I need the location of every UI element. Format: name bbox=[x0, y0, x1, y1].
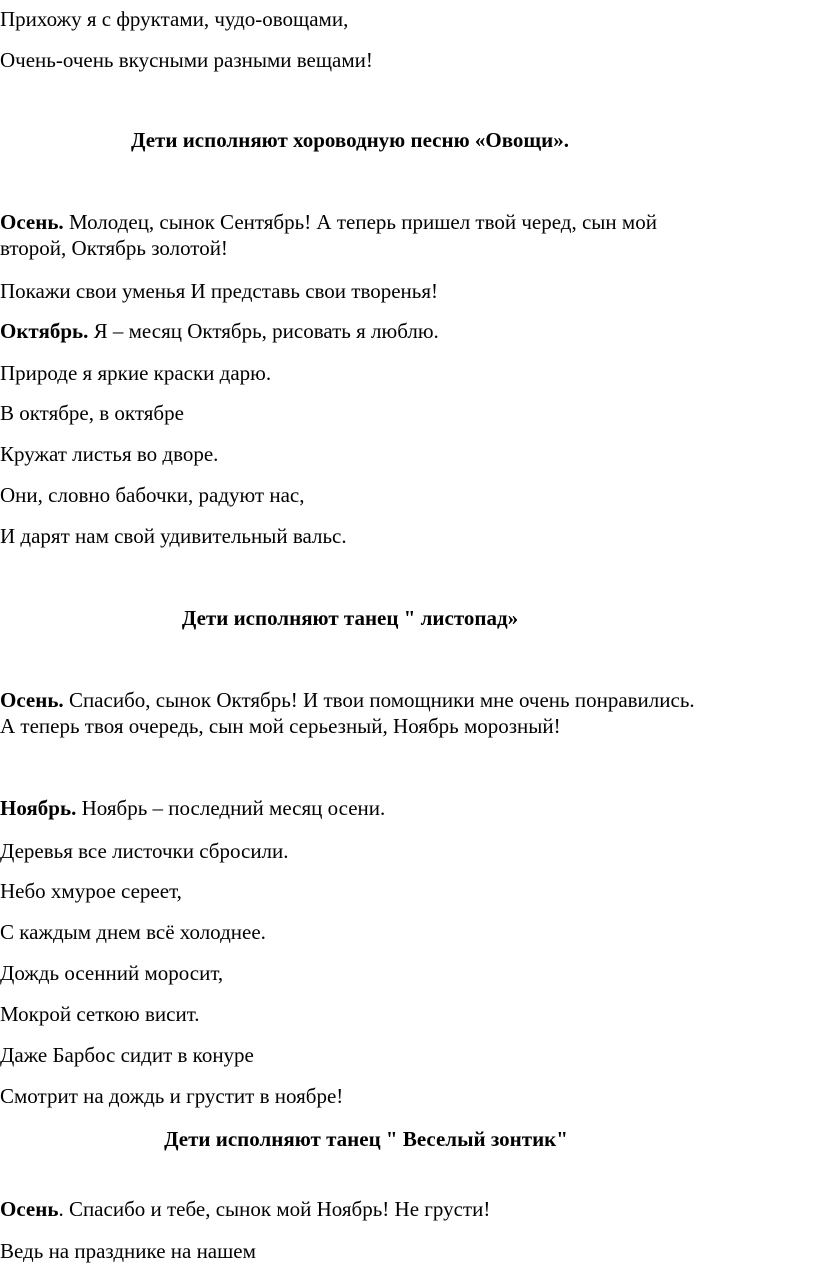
verse-line: Очень-очень вкусными разными вещами! bbox=[0, 48, 373, 72]
dialogue-line bbox=[0, 795, 385, 821]
dialogue-continuation: второй, Октябрь золотой! bbox=[0, 236, 228, 260]
dialogue-line bbox=[0, 687, 695, 713]
speaker-name: Октябрь. bbox=[0, 319, 89, 343]
dialogue-text: Я – месяц Октябрь, рисовать я люблю. bbox=[88, 319, 439, 343]
verse-line: Дождь осенний моросит, bbox=[0, 961, 224, 985]
speaker-name: Осень bbox=[0, 1197, 59, 1221]
speaker-name: Осень. bbox=[0, 210, 64, 234]
verse-line: Мокрой сеткою висит. bbox=[0, 1002, 200, 1026]
verse-line: Покажи свои уменья И представь свои творенья! bbox=[0, 279, 439, 303]
stage-direction-heading: Дети исполняют хороводную песню «Овощи». bbox=[131, 128, 569, 152]
stage-direction-heading: Дети исполняют танец " листопад» bbox=[181, 606, 519, 630]
dialogue-line bbox=[0, 209, 657, 235]
verse-line: Деревья все листочки сбросили. bbox=[0, 839, 289, 863]
verse-line: В октябре, в октябре bbox=[0, 401, 184, 425]
dialogue-continuation: А теперь твоя очередь, сын мой серьезный, Ноябрь морозный! bbox=[0, 714, 561, 738]
speaker-name: Осень. bbox=[0, 688, 64, 712]
speaker-name: Ноябрь. bbox=[0, 796, 77, 820]
stage-direction-heading: Дети исполняют танец " Веселый зонтик" bbox=[164, 1127, 568, 1151]
dialogue-text: Спасибо, сынок Октябрь! И твои помощники мне очень понравились. bbox=[63, 688, 695, 712]
verse-line: С каждым днем всё холоднее. bbox=[0, 920, 266, 944]
verse-line: Небо хмурое сереет, bbox=[0, 879, 182, 903]
verse-line: И дарят нам свой удивительный вальс. bbox=[0, 524, 347, 548]
dialogue-text: Ноябрь – последний месяц осени. bbox=[76, 796, 386, 820]
dialogue-line bbox=[0, 1196, 490, 1222]
verse-line: Они, словно бабочки, радуют нас, bbox=[0, 483, 305, 507]
verse-line: Смотрит на дождь и грустит в ноябре! bbox=[0, 1084, 344, 1108]
dialogue-line bbox=[0, 318, 439, 344]
dialogue-text: Молодец, сынок Сентябрь! А теперь пришел твой черед, сын мой bbox=[63, 210, 657, 234]
verse-line: Даже Барбос сидит в конуре bbox=[0, 1043, 254, 1067]
verse-line: Прихожу я с фруктами, чудо-овощами, bbox=[0, 7, 349, 31]
verse-line: Ведь на празднике на нашем bbox=[0, 1239, 256, 1263]
dialogue-text: . Спасибо и тебе, сынок мой Ноябрь! Не грусти! bbox=[58, 1197, 491, 1221]
verse-line: Кружат листья во дворе. bbox=[0, 442, 219, 466]
verse-line: Природе я яркие краски дарю. bbox=[0, 361, 272, 385]
